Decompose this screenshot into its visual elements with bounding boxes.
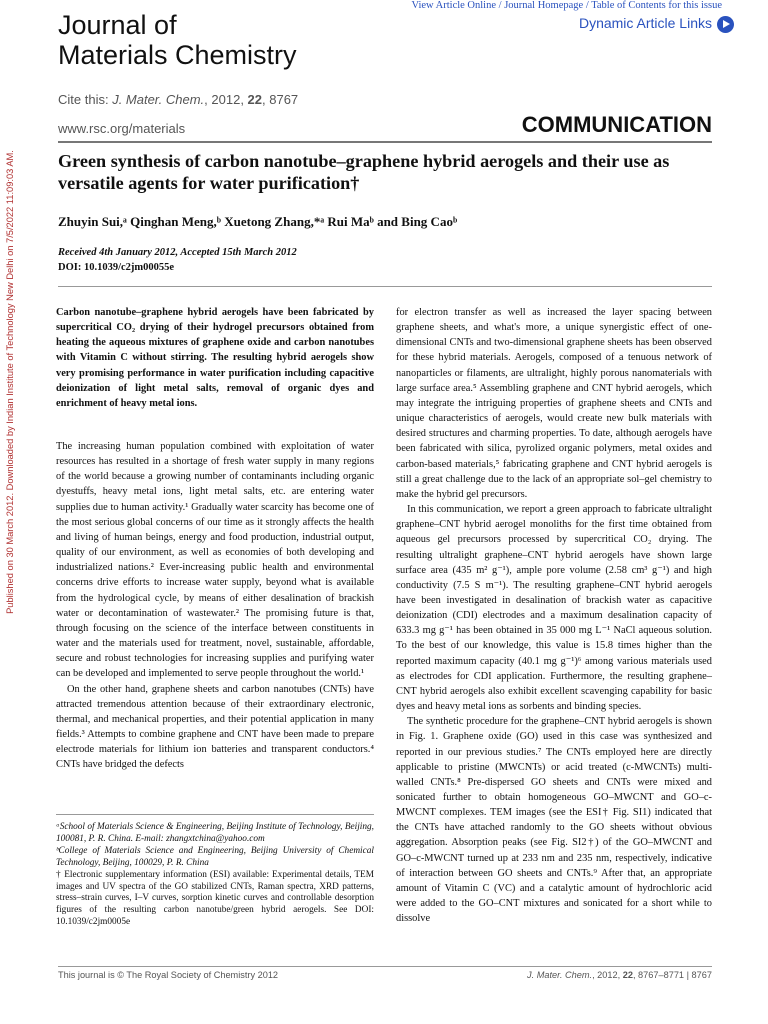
footer-separator: | xyxy=(684,970,692,980)
article-doi: DOI: 10.1039/c2jm00055e xyxy=(58,262,175,273)
link-separator: / xyxy=(496,0,505,11)
journal-title-line1: Journal of xyxy=(58,10,177,40)
cite-pages: , 8767 xyxy=(262,92,299,107)
play-circle-icon[interactable] xyxy=(717,16,734,33)
content-divider xyxy=(58,286,712,287)
footer-volume: 22 xyxy=(622,970,633,980)
abstract xyxy=(56,305,374,411)
footer-pages: , 8767–8771 xyxy=(632,970,685,980)
link-separator: / xyxy=(583,0,592,11)
cite-journal: J. Mater. Chem. xyxy=(112,92,205,107)
footnote-affiliation-a: ᵃSchool of Materials Science & Engineering, Beijing Institute of Technology, Beijing, 100081, P. R. China. E-mail: zhangxtchina@yahoo.com xyxy=(56,822,374,844)
body-paragraph: The synthetic procedure for the graphene–CNT hybrid aerogels is shown in Fig. 1. Graphene oxide (GO) used in this case was synthesized and reported in our previous studies.⁷ The CNTs employed here are directly applicable to pristine (MWCNTs) or acid treated (c-MWCNTs) multi-walled CNTs.⁸ Pre-dispersed GO sheets and CNTs were mixed and sonicated further to obtain homogeneous GO–MWCNT and GO–c-MWCNT complexes. TEM images (see the ESI† Fig. SI1) indicated that the CNTs have attached randomly to the GO sheets without obvious aggregation. Absorption peaks (see Fig. SI2†) of the GO–MWCNT and GO–c-MWCNT turned up at 233 nm and 235 nm, respectively, indicative of interaction between GO sheets and CNTs.⁹ After that, an appropriate amount of Vitamin C (VC) and a catalytic amount of hydrochloric acid were added to the GO–CNT mixtures and sonicated for a short while to dissolve xyxy=(396,716,712,925)
abstract-text: Carbon nanotube–graphene hybrid aerogels have been fabricated by supercritical CO₂ drying of their hydrogel precursors obtained from heating the aqueous mixtures of graphene oxide and carbon nanotubes with Vitamin C without stirring. The resulting hybrid aerogels show very promising performance in water purification including capacitive deionization of light metal salts, removal of organic dyes and enrichment of heavy metal ions. xyxy=(56,307,374,409)
journal-title-line2: Materials Chemistry xyxy=(58,40,297,70)
body-paragraph: for electron transfer as well as increased the layer spacing between graphene sheets, and what's more, a unique synergistic effect of one-dimensional CNTs and two-dimensional graphene sheets has been observed for these hybrid materials. Aerogels, composed of a tenuous network of nanoparticles or filaments, are ultralight, highly porous nanomaterials with large surface area.⁵ Assembling graphene and CNT hybrid aerogels, which may integrate the intriguing properties of graphene sheets and CNTs and unique characteristics of aerogels, would create new bulk materials with desired structures and charming properties. To date, although aerogels have been fabricated with silica, pyrolized organic polymers, metal oxides and carbon-based materials,⁵ fabricating graphene and CNT hybrid aerogels is still a great challenge due to the lack of an appropriate sol–gel chemistry to make the hybrid gel precursors. xyxy=(396,307,712,500)
body-paragraph: On the other hand, graphene sheets and carbon nanotubes (CNTs) have attracted tremendous attention because of their extraordinary electronic, thermal, and mechanical properties, and their potential application in many fields.³ Attempts to combine graphene and CNT have been made to prepare electrode materials for lithium ion batteries and transparent conductors.⁴ CNTs have bridged the defects xyxy=(56,683,374,771)
footer-year: , 2012, xyxy=(592,970,623,980)
header-divider xyxy=(58,141,712,143)
journal-homepage-link[interactable]: Journal Homepage xyxy=(504,0,584,11)
article-title: Green synthesis of carbon nanotube–graphene hybrid aerogels and their use as versatile agents for water purification† xyxy=(58,151,670,193)
author-list: Zhuyin Sui,ᵃ Qinghan Meng,ᵇ Xuetong Zhang,*ᵃ Rui Maᵇ and Bing Caoᵇ xyxy=(58,214,458,229)
footnote-esi: † Electronic supplementary information (ESI) available: Experimental details, TEM images and UV spectra of the GO stabilized CNTs, Raman spectra, XRD patterns, stress–strain curves, I–V curves, sorption kinetic curves and controllable desorption figures of the resulting carbon nanotube/green hybrid aerogels. See DOI: 10.1039/c2jm0005e xyxy=(56,869,374,928)
left-column-body xyxy=(56,439,374,772)
body-paragraph: In this communication, we report a green approach to fabricate ultralight graphene–CNT hybrid aerogel monoliths for the first time obtained from aqueous gel precursors processed by supercritical CO₂ drying. The resulting ultralight graphene–CNT hybrid aerogels have shown large surface area (435 m² g⁻¹), ample pore volume (2.58 cm³ g⁻¹) and high conductivity (7.5 S m⁻¹). The resulting graphene–CNT hybrid aerogels have been investigated in desalination of brackish water as capacitive deionization (CDI) electrodes and a maximum desalination capacity of 633.3 mg g⁻¹ has been obtained in 35 000 mg L⁻¹ NaCl aqueous solution. To the best of our knowledge, this value is 15.8 times higher than the reported maximum capacity (40.1 mg g⁻¹)⁶ among various materials used as electrodes for CDI application. Furthermore, the resulting graphene–CNT hybrid aerogels also exhibit excellent scavenging capability for basic dyes and heavy metal ions as sorbents and binding species. xyxy=(396,504,712,713)
table-of-contents-link[interactable]: Table of Contents for this issue xyxy=(591,0,722,11)
received-dates: Received 4th January 2012, Accepted 15th March 2012 xyxy=(58,247,297,258)
cite-year: , 2012, xyxy=(204,92,248,107)
footer-divider xyxy=(58,966,712,967)
journal-title xyxy=(58,10,297,70)
footnotes xyxy=(56,822,374,929)
citation-line xyxy=(58,92,298,107)
cite-prefix: Cite this: xyxy=(58,92,113,107)
right-column-body xyxy=(396,305,712,926)
journal-url-link[interactable]: www.rsc.org/materials xyxy=(58,121,186,136)
footnote-divider xyxy=(56,814,374,815)
body-paragraph: The increasing human population combined with exploitation of water resources has resulted in a shortage of fresh water supply in many regions of the world because a growing number of contaminants including organic dyestuffs, heavy metal ions, light metal salts, etc. are entering water supplies due to human activity.¹ Gradually water scarcity has become one of the most serious global concerns of our time as it strongly affects the health and living of human beings, energy and food production, industrial output, quality of our environment, as well as economies of both developing and industrialized nations.² Ever-increasing public health and environmental concerns drive efforts to increase water supply, beyond what is available from the hydrological cycle, by means of either desalination of brackish water or decontamination of wastewater.² The promising future is that, through focusing on the science of the interface between constituents in water and the materials used for treatment, novel, sustainable, affordable, secure and robust technologies for increasing supplies and purifying water can be developed and implemented to serve people throughout the world.¹ xyxy=(56,441,374,680)
dynamic-article-links-label: Dynamic Article Links xyxy=(578,15,712,31)
page-citation xyxy=(527,970,712,980)
top-links xyxy=(412,0,723,11)
dynamic-article-links[interactable] xyxy=(579,15,712,31)
cite-volume: 22 xyxy=(247,92,263,107)
section-label: COMMUNICATION xyxy=(521,112,712,137)
download-stamp-text: Published on 30 March 2012. Downloaded by Indian Institute of Technology New Delhi on 7/5/2022 11:09:03 AM. xyxy=(5,150,15,614)
copyright-notice: This journal is © The Royal Society of Chemistry 2012 xyxy=(58,970,279,980)
download-stamp xyxy=(0,132,20,632)
footnote-affiliation-b: ᵇCollege of Materials Science and Engineering, Beijing University of Chemical Technology, Beijing, 100029, P. R. China xyxy=(56,845,374,868)
page-number: 8767 xyxy=(691,970,712,980)
view-article-online-link[interactable]: View Article Online xyxy=(411,0,497,11)
footer-journal: J. Mater. Chem. xyxy=(527,970,593,980)
